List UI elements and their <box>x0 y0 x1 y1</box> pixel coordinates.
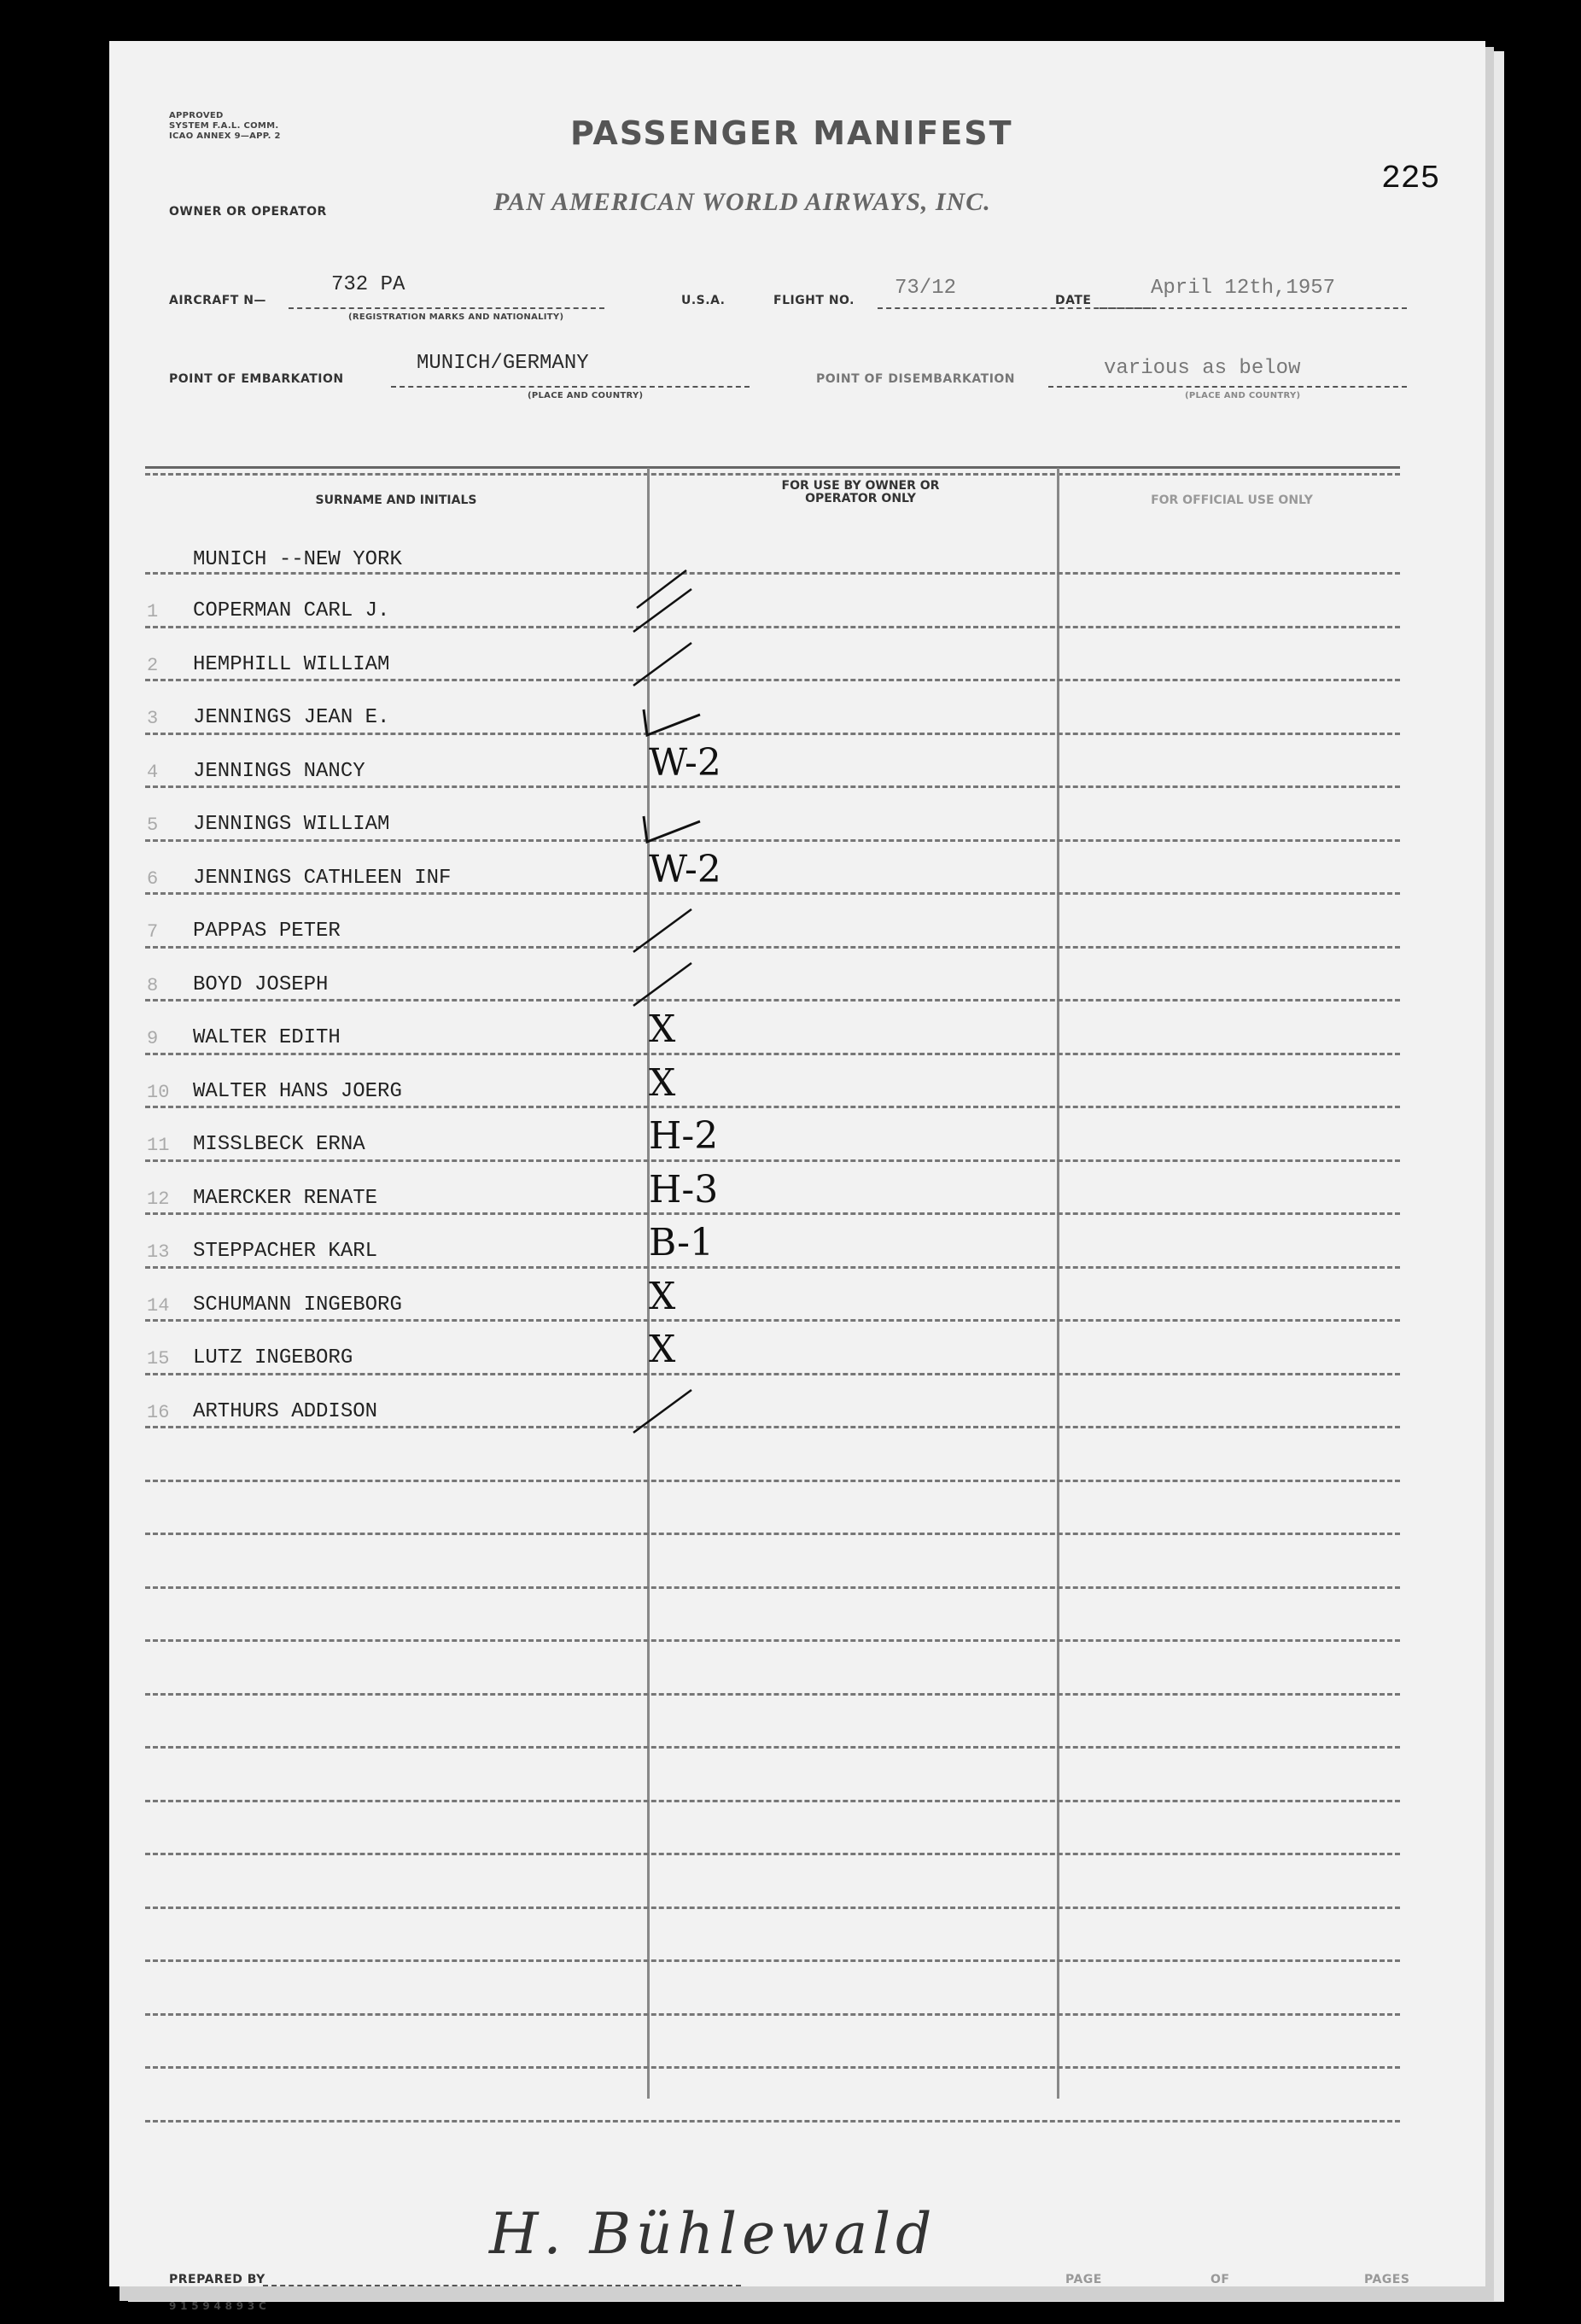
handwritten-mark: H-2 <box>649 1114 719 1158</box>
date-label: DATE <box>1055 294 1092 307</box>
passenger-name: HEMPHILL WILLIAM <box>193 652 390 676</box>
row-number: 16 <box>147 1401 170 1423</box>
ruled-line <box>145 892 1400 895</box>
ruled-line <box>145 679 1400 681</box>
row-number: 10 <box>147 1081 170 1103</box>
ruled-line <box>145 1959 1400 1962</box>
ruled-line <box>145 1266 1400 1269</box>
ruled-line <box>145 2120 1400 2123</box>
passenger-name: PAPPAS PETER <box>193 920 341 943</box>
passenger-name: SCHUMANN INGEBORG <box>193 1293 402 1317</box>
ruled-line <box>145 2066 1400 2069</box>
ruled-line <box>145 1800 1400 1802</box>
approval-line: ICAO ANNEX 9—APP. 2 <box>169 131 281 141</box>
row-number: 13 <box>147 1241 170 1263</box>
header-operator-use: FOR USE BY OWNER OR OPERATOR ONLY <box>781 479 940 505</box>
slash-mark <box>628 904 705 959</box>
company-name: PAN AMERICAN WORLD AIRWAYS, INC. <box>493 188 991 216</box>
slash-mark <box>628 638 705 692</box>
prepared-by-underline <box>263 2285 741 2286</box>
header-surname: SURNAME AND INITIALS <box>315 493 477 507</box>
table-top-rule <box>145 466 1400 469</box>
owner-label: OWNER OR OPERATOR <box>169 205 327 219</box>
disembarkation-value: various as below <box>1104 357 1301 380</box>
row-number: 8 <box>147 974 159 996</box>
ruled-line <box>145 2013 1400 2016</box>
row-number: 6 <box>147 867 159 890</box>
disembarkation-label: POINT OF DISEMBARKATION <box>816 372 1016 386</box>
ruled-line <box>145 946 1400 949</box>
row-number: 12 <box>147 1188 170 1210</box>
approval-block <box>169 111 281 142</box>
ruled-line <box>145 1533 1400 1535</box>
of-label: OF <box>1211 2273 1230 2286</box>
registration-caption: (REGISTRATION MARKS AND NATIONALITY) <box>348 312 564 322</box>
aircraft-underline <box>289 307 604 309</box>
manifest-sheet <box>109 41 1485 2312</box>
passenger-name: JENNINGS CATHLEEN INF <box>193 866 452 890</box>
table-top-rule-2 <box>145 473 1400 476</box>
passenger-name: ARTHURS ADDISON <box>193 1399 378 1423</box>
ruled-line <box>145 999 1400 1001</box>
slash-mark <box>628 958 705 1013</box>
ruled-line <box>145 1373 1400 1375</box>
passenger-name: MISSLBECK ERNA <box>193 1133 365 1156</box>
date-value: April 12th,1957 <box>1151 277 1336 300</box>
page-number: 225 <box>1381 161 1440 197</box>
passenger-name: BOYD JOSEPH <box>193 972 329 996</box>
country-label: U.S.A. <box>681 294 726 307</box>
disembarkation-underline <box>1048 386 1407 388</box>
row-number: 14 <box>147 1294 170 1317</box>
prepared-by-label: PREPARED BY <box>169 2273 265 2286</box>
embarkation-underline <box>391 386 750 388</box>
ruled-line <box>145 785 1400 788</box>
date-underline <box>1100 307 1407 309</box>
passenger-name: JENNINGS NANCY <box>193 759 365 783</box>
handwritten-mark: X <box>649 1274 676 1318</box>
passenger-name: STEPPACHER KARL <box>193 1240 378 1263</box>
passenger-name: COPERMAN CARL J. <box>193 599 390 622</box>
handwritten-mark: X <box>649 1007 676 1051</box>
aircraft-value: 732 PA <box>331 273 405 296</box>
header-official-use: FOR OFFICIAL USE ONLY <box>1151 493 1313 507</box>
ruled-line <box>145 1159 1400 1162</box>
passenger-name: WALTER EDITH <box>193 1026 341 1049</box>
passenger-name: MAERCKER RENATE <box>193 1186 378 1210</box>
flight-label: FLIGHT NO. <box>773 294 855 307</box>
ruled-line <box>145 1693 1400 1696</box>
slash-mark <box>628 584 705 639</box>
flight-value: 73/12 <box>895 277 957 300</box>
ruled-line <box>145 1746 1400 1749</box>
approval-line: APPROVED <box>169 111 224 120</box>
ruled-line <box>145 1212 1400 1215</box>
ruled-line <box>145 572 1400 575</box>
ruled-line <box>145 1853 1400 1855</box>
row-number: 9 <box>147 1028 159 1049</box>
handwritten-mark: X <box>649 1328 676 1371</box>
passenger-name: LUTZ INGEBORG <box>193 1346 353 1369</box>
handwritten-mark: W-2 <box>649 847 721 891</box>
ruled-line <box>145 1639 1400 1642</box>
ruled-line <box>145 1426 1400 1428</box>
page-title: PASSENGER MANIFEST <box>570 114 1013 152</box>
row-number: 4 <box>147 761 159 783</box>
check-mark <box>628 797 705 852</box>
row-number: 11 <box>147 1135 170 1156</box>
handwritten-mark: X <box>649 1060 676 1105</box>
row-number: 3 <box>147 708 159 729</box>
ruled-line <box>145 1586 1400 1589</box>
passenger-name: JENNINGS WILLIAM <box>193 813 390 836</box>
passenger-name: JENNINGS JEAN E. <box>193 706 390 729</box>
handwritten-mark: H-3 <box>649 1167 719 1212</box>
route-label: MUNICH --NEW YORK <box>193 548 402 571</box>
row-number: 15 <box>147 1348 170 1369</box>
slash-mark <box>628 1385 705 1439</box>
approval-line: SYSTEM F.A.L. COMM. <box>169 121 279 131</box>
ruled-line <box>145 1480 1400 1482</box>
ruled-line <box>145 1906 1400 1909</box>
disembarkation-caption: (PLACE AND COUNTRY) <box>1185 391 1301 400</box>
ruled-line <box>145 839 1400 842</box>
ruled-line <box>145 1106 1400 1108</box>
row-number: 7 <box>147 921 159 943</box>
embarkation-caption: (PLACE AND COUNTRY) <box>528 391 644 400</box>
page-label: PAGE <box>1065 2273 1102 2286</box>
handwritten-mark: W-2 <box>649 740 721 785</box>
signature: H. Bühlewald <box>489 2201 937 2267</box>
passenger-name: WALTER HANS JOERG <box>193 1079 402 1103</box>
ruled-line <box>145 626 1400 628</box>
pages-label: PAGES <box>1364 2273 1410 2286</box>
embarkation-value: MUNICH/GERMANY <box>417 352 589 375</box>
row-number: 5 <box>147 815 159 836</box>
row-number: 1 <box>147 601 159 622</box>
embarkation-label: POINT OF EMBARKATION <box>169 372 344 386</box>
form-number: 9 1 5 9 4 8 9 3 C <box>169 2300 267 2312</box>
check-mark <box>628 691 705 745</box>
handwritten-mark: B-1 <box>649 1221 715 1264</box>
ruled-line <box>145 733 1400 735</box>
ruled-line <box>145 1319 1400 1322</box>
ruled-line <box>145 1053 1400 1055</box>
aircraft-label: AIRCRAFT N— <box>169 294 266 307</box>
row-number: 2 <box>147 654 159 676</box>
